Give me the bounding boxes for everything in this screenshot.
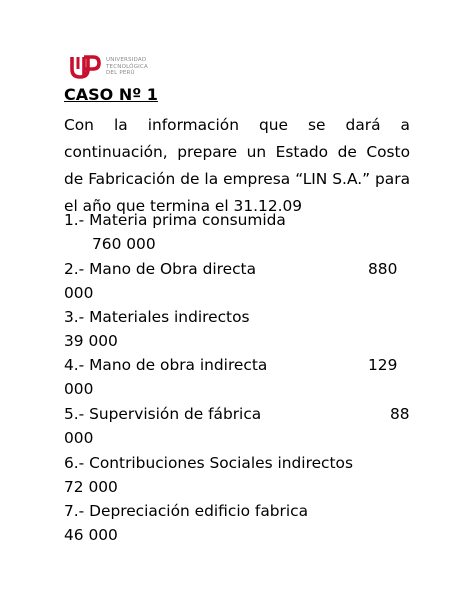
logo-line-2: TECNOLÓGICA [106,63,149,70]
utp-logo-icon [68,54,102,80]
item-5-label: 5.- Supervisión de fábrica [64,405,262,423]
item-4-label: 4.- Mano de obra indirecta [64,356,268,374]
case-title: CASO Nº 1 [64,85,158,104]
logo-wordmark [106,57,148,77]
item-7-label: 7.- Depreciación edificio fabrica [64,502,309,520]
item-4-value-b: 000 [64,380,94,398]
item-3-value: 39 000 [64,332,118,350]
item-2-value-a: 880 [368,260,398,278]
item-3-label: 3.- Materiales indirectos [64,308,250,326]
item-1-label: 1.- Materia prima consumida [64,211,286,229]
logo-line-1: UNIVERSIDAD [106,57,147,64]
item-4-value-a: 129 [368,356,398,374]
item-5-value-b: 000 [64,429,94,447]
university-logo [68,54,148,80]
item-2-row [64,257,410,281]
item-7-value: 46 000 [64,526,118,544]
item-6-label: 6.- Contribuciones Sociales indirectos [64,454,353,472]
item-5-value-a: 88 [390,405,410,423]
item-4-row [64,353,410,377]
item-5-row [64,402,410,426]
item-2-value-b: 000 [64,284,94,302]
item-6-value: 72 000 [64,478,118,496]
item-1-value: 760 000 [92,235,156,253]
logo-line-3: DEL PERÚ [106,70,135,77]
intro-paragraph: Con la información que se dará a continuación, prepare un Estado de Costo de Fabricación de la empresa “LIN S.A.” para el año que termina el 31.12.09 [64,116,410,215]
item-2-label: 2.- Mano de Obra directa [64,260,256,278]
